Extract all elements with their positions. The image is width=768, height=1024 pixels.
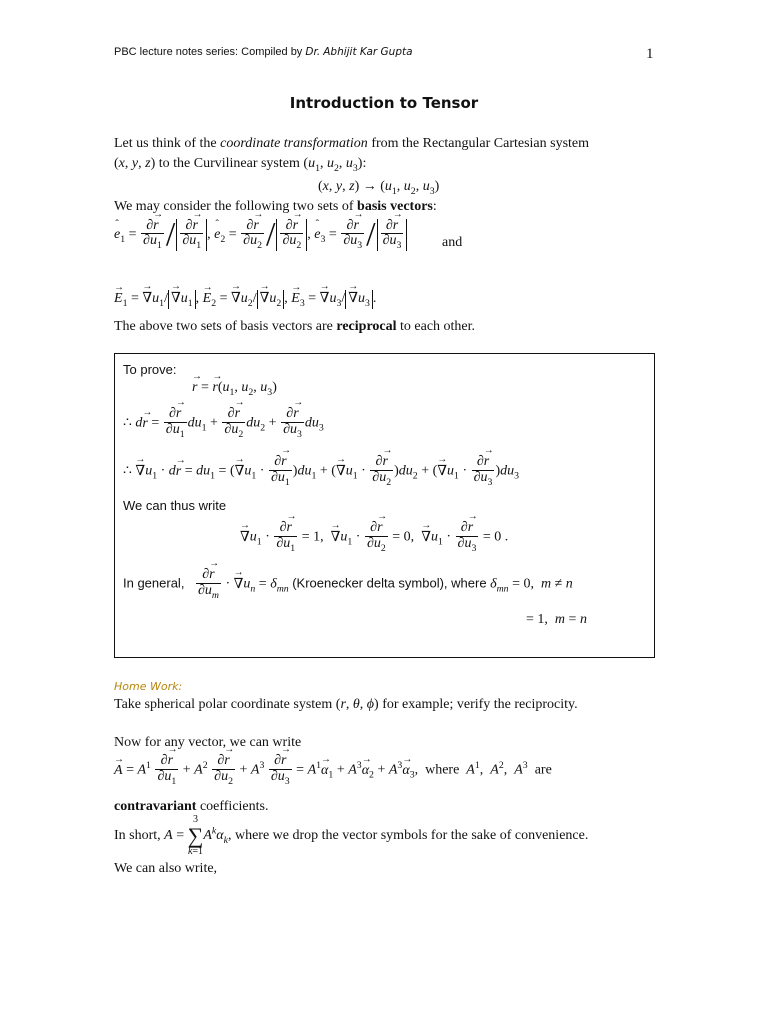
text: : [432, 199, 437, 214]
text: coefficients. [196, 799, 269, 814]
intro-line-1 [114, 136, 589, 152]
text-and: and [442, 235, 463, 250]
text: The above two sets of basis vectors are [114, 319, 337, 334]
page-number: 1 [646, 46, 654, 62]
math-xyz: (x, y, z) [114, 156, 156, 171]
text: from the Rectangular Cartesian system [367, 136, 590, 151]
text-bold: contravariant [114, 799, 197, 814]
series-label: PBC lecture notes series: Compiled by [114, 46, 306, 58]
proof-heading: To prove: [123, 362, 177, 377]
proof-text-thus: We can thus write [123, 498, 227, 513]
running-header [114, 46, 413, 58]
math-general: In general, $\frac{\partial\to r}{\partial u_m}$ · → $\nabla u_n = \delta_{mn}$ (Kroenecker delta symbol), where $\delta_{mn} = 0$, m ≠ n [123, 568, 573, 601]
text: to the Curvilinear system [155, 156, 304, 171]
author-name: Abhijit Kar Gupta [323, 46, 413, 58]
page-title: Introduction to Tensor [289, 94, 479, 112]
text: for example; verify the reciprocity. [378, 697, 578, 712]
math-dr: ∴ d→ r = $\frac{\partial\to r}{\partial u_1}$ $du_1$ + $\frac{\partial\to r}{\partial u_2}$ $du_2$ + $\frac{\partial\to r}{\partial u_3}$ $du_3$ [123, 407, 324, 440]
text: In general, [123, 575, 185, 591]
math-basis-e: ˆ $e_1$ = $\frac{\partial\to r}{\partial u_1}$ / $\frac{\partial\to r}{\partial u_1}$ , ˆ $e_2$ = $\frac{\partial\to r}{\partial u_2}$ / $\frac{\partial\to r}{\partial u_2}$ , ˆ $e_3$ = $\frac{\partial\to r}{\partial u_3}$ / $\frac{\partial\to r}{\partial u_3}$ [114, 216, 407, 254]
homework-text: Take spherical polar coordinate system (r, θ, ϕ) for example; verify the reciprocity. [114, 697, 578, 712]
text: (Kroenecker delta symbol), where [292, 575, 487, 591]
text-bold: reciprocal [336, 319, 397, 334]
math-transformation: (x, y, $z) \to (u_1$, $u_2$, $u_3$) [318, 179, 440, 197]
para2-line-2 [114, 799, 268, 815]
math-u: ($u_1$, $u_2$, $u_3$): [303, 156, 367, 174]
text: Let us think of the [114, 136, 221, 151]
author-prefix: Dr. [305, 46, 321, 58]
text: are [534, 762, 552, 778]
math-grad-dot: ∴ → $\nabla u_1 \cdot d\to r = du_1$ = (→ $\nabla u_1$ · $\frac{\partial\to r}{\partial u_1}$ )$du_1$ + (→ $\nabla u_1$ · $\frac{\partial\to r}{\partial u_2}$ )$du_2$ + (→ $\nabla u_1$ · $\frac{\partial\to r}{\partial u_3}$ )$du_3$ [123, 455, 519, 488]
intro-line-4 [114, 319, 475, 335]
text-bold: basis vectors [357, 199, 433, 214]
text: In short, [114, 828, 165, 844]
para2-line-4: We can also write, [114, 861, 218, 876]
math-vector-A: → $A = A^1$ $\frac{\partial\to r}{\partial u_1}$ + $A^2$ $\frac{\partial\to r}{\partial u_2}$ + $A^3$ $\frac{\partial\to r}{\partial u_3}$ = $A^1\to \alpha_1 + A^3\to \alpha_2 + A^3\to \alpha_3$, where $A^1$, $A^2$, $A^3$ are [114, 754, 552, 787]
text: where [425, 762, 460, 778]
text: Take spherical polar coordinate system [114, 697, 336, 712]
math-results: → $\nabla u_1$ · $\frac{\partial\to r}{\partial u_1}$ = 1, → $\nabla u_1$ · $\frac{\partial\to r}{\partial u_2}$ = 0, → $\nabla u_1$ · $\frac{\partial\to r}{\partial u_3}$ = 0 . [240, 521, 508, 554]
text: = 0, [512, 576, 534, 592]
intro-line-2 [114, 156, 366, 174]
text: = 1, [526, 612, 548, 627]
math-basis-E: → $E_1$ = → $\nabla u_1/\to \nabla u_1$ , → $E_2$ = → $\nabla u_2/\to \nabla u_2$ , → $E_3$ = → $\nabla u_3/\to \nabla u_3$ . [114, 290, 376, 309]
math-delta-one: = 1, m = n [526, 612, 587, 627]
para2-line-1: Now for any vector, we can write [114, 735, 302, 750]
math-r-def: → r = → $r(u_1$, $u_2$, $u_3$) [192, 380, 277, 398]
homework-label: Home Work: [114, 680, 183, 693]
text-emph: coordinate transformation [220, 136, 368, 151]
text: We may consider the following two sets of [114, 199, 358, 214]
math-short-sum: In short, A = 3 ∑ k=1 $A^k\alpha_k$, where we drop the vector symbols for the sake of convenience. [114, 814, 589, 857]
text: to each other. [396, 319, 476, 334]
text: , where we drop the vector symbols for the sake of convenience. [227, 828, 589, 844]
